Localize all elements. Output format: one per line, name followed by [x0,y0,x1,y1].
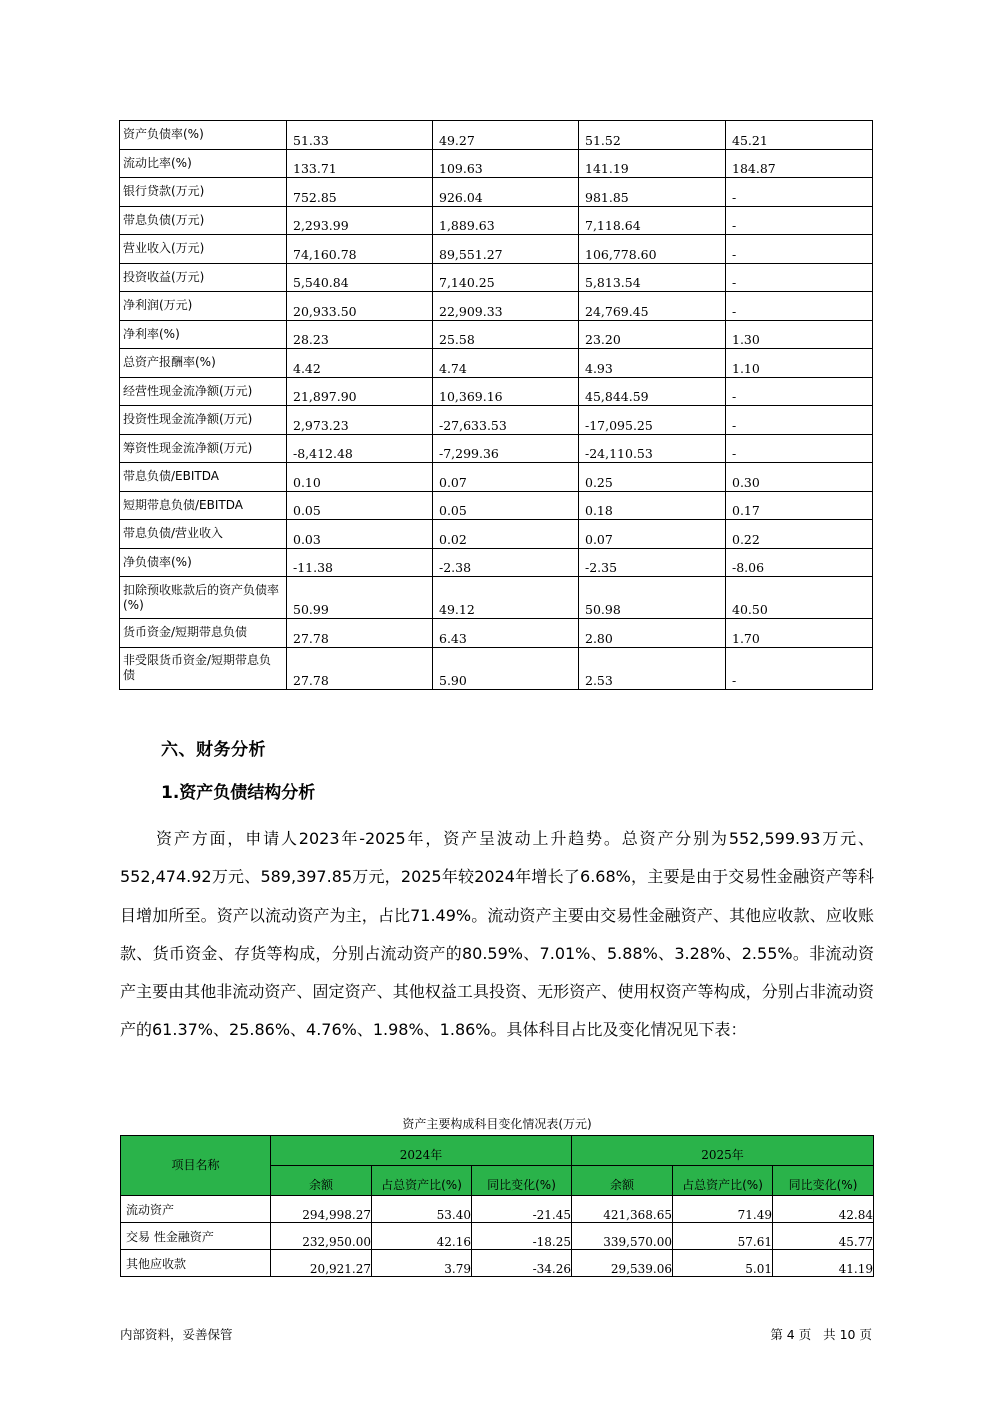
asset-table-body [121,1196,874,1277]
financial-indicator-table [119,120,873,690]
asset-composition-table [120,1135,874,1277]
table-row [121,1196,874,1223]
cell-value: 1.70 [726,619,873,648]
cell-value: 0.03 [287,520,433,549]
row-label: 流动比率(%) [120,149,287,178]
cell-value: 7,118.64 [579,206,726,235]
cell-value: 40.50 [726,577,873,619]
subsection-heading: 1.资产负债结构分析 [161,783,316,803]
cell-value: 1.10 [726,349,873,378]
cell-value: 28.23 [287,320,433,349]
cell-value: 141.19 [579,149,726,178]
table-row [120,121,873,150]
cell-value: 294,998.27 [271,1196,372,1223]
year-2024-header: 2024年 [271,1136,572,1166]
cell-value: 3.79 [372,1250,472,1277]
cell-value: 51.33 [287,121,433,150]
cell-value: 51.52 [579,121,726,150]
col-header: 占总资产比(%) [673,1166,773,1196]
table-row [120,178,873,207]
cell-value: 184.87 [726,149,873,178]
cell-value: -21.45 [472,1196,572,1223]
col-header: 同比变化(%) [773,1166,874,1196]
row-label: 净负债率(%) [120,548,287,577]
row-label: 营业收入(万元) [120,235,287,264]
cell-value: 0.07 [433,463,579,492]
table-row [120,235,873,264]
cell-value: 5,813.54 [579,263,726,292]
asset-table-header [121,1136,874,1196]
table-row [121,1223,874,1250]
cell-value: - [726,235,873,264]
cell-value: 10,369.16 [433,377,579,406]
cell-value: - [726,647,873,689]
row-label: 交易 性金融资产 [121,1223,271,1250]
cell-value: -8,412.48 [287,434,433,463]
col-header: 余额 [271,1166,372,1196]
cell-value: -27,633.53 [433,406,579,435]
row-label: 带息负债/营业收入 [120,520,287,549]
table-row [120,149,873,178]
cell-value: 74,160.78 [287,235,433,264]
row-label: 净利润(万元) [120,292,287,321]
cell-value: 0.17 [726,491,873,520]
cell-value: 2.53 [579,647,726,689]
cell-value: -2.38 [433,548,579,577]
cell-value: 45.77 [773,1223,874,1250]
cell-value: 27.78 [287,647,433,689]
cell-value: -24,110.53 [579,434,726,463]
cell-value: 49.12 [433,577,579,619]
cell-value: 421,368.65 [572,1196,673,1223]
analysis-paragraph: 资产方面，申请人2023年-2025年，资产呈波动上升趋势。总资产分别为552,599.93万元、552,474.92万元、589,397.85万元，2025年较2024年增长了6.68%，主要是由于交易性金融资产等科目增加所至。资产以流动资产为主，占比71.49%。流动资产主要由交易性金融资产、其他应收款、应收账款、货币资金、存货等构成，分别占流动资产的80.59%、7.01%、5.88%、3.28%、2.55%。非流动资产主要由其他非流动资产、固定资产、其他权益工具投资、无形资产、使用权资产等构成，分别占非流动资产的61.37%、25.86%、4.76%、1.98%、1.86%。具体科目占比及变化情况见下表： [120,829,874,1040]
row-label: 带息负债/EBITDA [120,463,287,492]
cell-value: 42.84 [773,1196,874,1223]
cell-value: 0.02 [433,520,579,549]
row-label: 流动资产 [121,1196,271,1223]
cell-value: 0.10 [287,463,433,492]
cell-value: -17,095.25 [579,406,726,435]
row-label: 资产负债率(%) [120,121,287,150]
cell-value: 981.85 [579,178,726,207]
cell-value: -11.38 [287,548,433,577]
row-label: 货币资金/短期带息负债 [120,619,287,648]
col-header: 余额 [572,1166,673,1196]
cell-value: 5,540.84 [287,263,433,292]
cell-value: 339,570.00 [572,1223,673,1250]
cell-value: 752.85 [287,178,433,207]
table-row [120,263,873,292]
cell-value: 5.90 [433,647,579,689]
cell-value: - [726,263,873,292]
cell-value: 45,844.59 [579,377,726,406]
cell-value: 1.30 [726,320,873,349]
cell-value: 0.05 [287,491,433,520]
cell-value: 926.04 [433,178,579,207]
cell-value: 71.49 [673,1196,773,1223]
row-label: 投资收益(万元) [120,263,287,292]
item-name-header: 项目名称 [121,1136,271,1196]
year-2025-header: 2025年 [572,1136,874,1166]
cell-value: 5.01 [673,1250,773,1277]
table-row [120,548,873,577]
cell-value: 27.78 [287,619,433,648]
col-header: 占总资产比(%) [372,1166,472,1196]
cell-value: 106,778.60 [579,235,726,264]
table-row [120,520,873,549]
cell-value: 25.58 [433,320,579,349]
asset-table-title: 资产主要构成科目变化情况表(万元) [402,1117,592,1131]
cell-value: 2,293.99 [287,206,433,235]
table-row [120,434,873,463]
cell-value: 109.63 [433,149,579,178]
table-row [121,1250,874,1277]
cell-value: 20,921.27 [271,1250,372,1277]
cell-value: - [726,178,873,207]
cell-value: 42.16 [372,1223,472,1250]
cell-value: 133.71 [287,149,433,178]
cell-value: -8.06 [726,548,873,577]
cell-value: 4.74 [433,349,579,378]
cell-value: 7,140.25 [433,263,579,292]
cell-value: 6.43 [433,619,579,648]
cell-value: 0.25 [579,463,726,492]
cell-value: -7,299.36 [433,434,579,463]
cell-value: - [726,206,873,235]
row-label: 扣除预收账款后的资产负债率(%) [120,577,287,619]
cell-value: 22,909.33 [433,292,579,321]
indicator-table-body [120,121,873,690]
cell-value: 0.18 [579,491,726,520]
row-label: 筹资性现金流净额(万元) [120,434,287,463]
table-row [120,320,873,349]
cell-value: 232,950.00 [271,1223,372,1250]
table-row [120,206,873,235]
table-row [120,406,873,435]
table-row [120,292,873,321]
cell-value: - [726,434,873,463]
row-label: 投资性现金流净额(万元) [120,406,287,435]
table-row [120,577,873,619]
cell-value: 2.80 [579,619,726,648]
table-row [120,377,873,406]
cell-value: - [726,406,873,435]
cell-value: 20,933.50 [287,292,433,321]
cell-value: 4.42 [287,349,433,378]
cell-value: 24,769.45 [579,292,726,321]
row-label: 其他应收款 [121,1250,271,1277]
cell-value: 45.21 [726,121,873,150]
cell-value: - [726,292,873,321]
cell-value: 50.98 [579,577,726,619]
cell-value: 50.99 [287,577,433,619]
cell-value: 53.40 [372,1196,472,1223]
cell-value: 0.30 [726,463,873,492]
row-label: 短期带息负债/EBITDA [120,491,287,520]
cell-value: 1,889.63 [433,206,579,235]
cell-value: - [726,377,873,406]
table-row [120,647,873,689]
footer-page-number: 第 4 页 共 10 页 [770,1327,872,1342]
cell-value: 2,973.23 [287,406,433,435]
cell-value: 89,551.27 [433,235,579,264]
row-label: 净利率(%) [120,320,287,349]
cell-value: 29,539.06 [572,1250,673,1277]
cell-value: 0.05 [433,491,579,520]
row-label: 经营性现金流净额(万元) [120,377,287,406]
footer-confidential: 内部资料，妥善保管 [120,1327,233,1342]
cell-value: 49.27 [433,121,579,150]
cell-value: 21,897.90 [287,377,433,406]
table-row [120,619,873,648]
section-heading: 六、财务分析 [161,740,266,760]
cell-value: 23.20 [579,320,726,349]
row-label: 带息负债(万元) [120,206,287,235]
col-header: 同比变化(%) [472,1166,572,1196]
cell-value: 41.19 [773,1250,874,1277]
row-label: 非受限货币资金/短期带息负债 [120,647,287,689]
cell-value: 4.93 [579,349,726,378]
table-row [120,491,873,520]
table-row [120,463,873,492]
cell-value: -2.35 [579,548,726,577]
row-label: 银行贷款(万元) [120,178,287,207]
cell-value: -18.25 [472,1223,572,1250]
row-label: 总资产报酬率(%) [120,349,287,378]
table-row [120,349,873,378]
cell-value: 0.22 [726,520,873,549]
cell-value: -34.26 [472,1250,572,1277]
cell-value: 0.07 [579,520,726,549]
cell-value: 57.61 [673,1223,773,1250]
